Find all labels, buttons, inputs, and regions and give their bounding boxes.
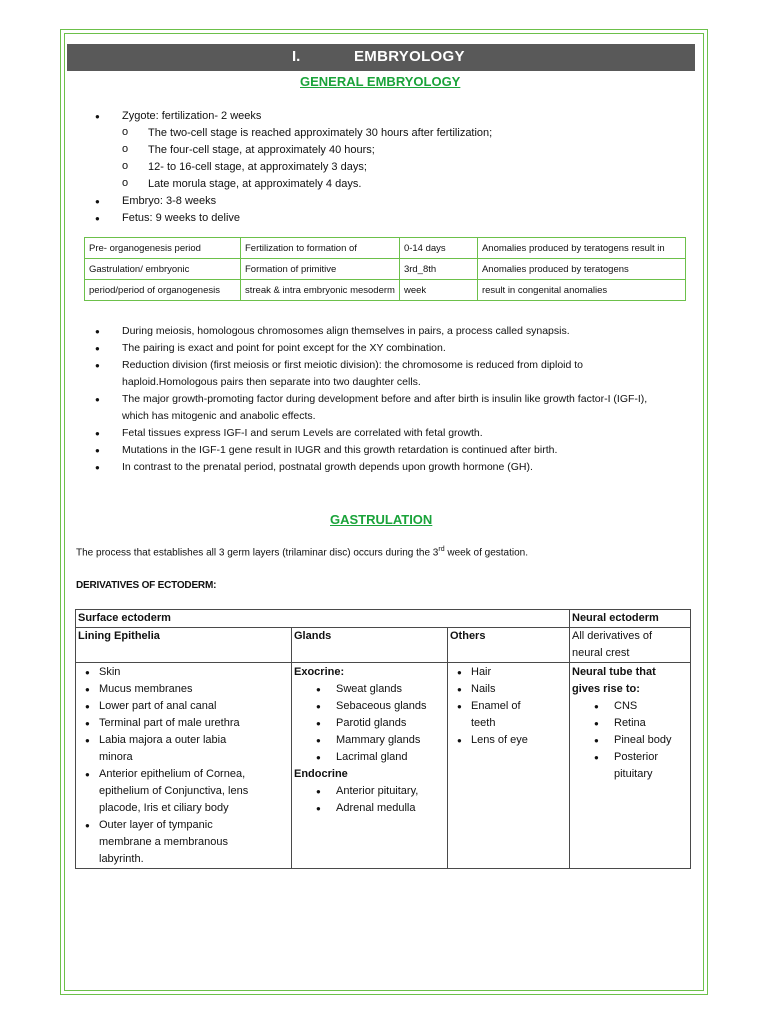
list-item-line: ● Hair bbox=[471, 666, 492, 678]
glands-cell bbox=[292, 663, 448, 869]
list-item-line: ● Skin bbox=[99, 666, 121, 678]
neural-tube-cell bbox=[570, 663, 691, 869]
table-cell: 0-14 days bbox=[399, 238, 477, 259]
list-item-line: ● The major growth-promoting factor during development before and after birth is insulin like growth factor-I (IGF-I), bbox=[122, 393, 648, 405]
derivatives-heading: DERIVATIVES OF ECTODERM: bbox=[76, 580, 217, 591]
list-item: ● Fetus: 9 weeks to delive bbox=[94, 210, 492, 227]
list-item-line: ● Mutations in the IGF-1 gene result in IUGR and this growth retardation is continued after birth. bbox=[122, 444, 558, 456]
ectoderm-table bbox=[75, 609, 691, 869]
list-item-line: which has mitogenic and anabolic effects. bbox=[122, 410, 316, 422]
table-cell: week bbox=[399, 280, 477, 301]
table-row bbox=[76, 663, 691, 869]
list-item-line: haploid.Homologous pairs then separate into two daughter cells. bbox=[122, 376, 421, 388]
list-item bbox=[78, 698, 289, 715]
table-cell: period/period of organogenesis bbox=[85, 280, 241, 301]
list-item: ● Anterior pituitary, bbox=[294, 783, 445, 800]
exocrine-list bbox=[294, 681, 445, 766]
list-item: o Late morula stage, at approximately 4 days. bbox=[94, 176, 492, 193]
table-cell: result in congenital anomalies bbox=[477, 280, 685, 301]
list-item: ● Embryo: 3-8 weeks bbox=[94, 193, 492, 210]
table-cell: Fertilization to formation of bbox=[241, 238, 400, 259]
lining-epithelia-header: Lining Epithelia bbox=[76, 628, 292, 663]
list-item-line: ● In contrast to the prenatal period, postnatal growth depends upon growth hormone (GH). bbox=[122, 461, 533, 473]
list-item bbox=[572, 749, 688, 783]
list-item-line: ● Reduction division (first meiosis or first meiotic division): the chromosome is reduced from diploid to bbox=[122, 359, 584, 371]
list-item: ● Lacrimal gland bbox=[294, 749, 445, 766]
list-item-line: ● Posterior bbox=[614, 751, 659, 763]
list-item bbox=[450, 664, 567, 681]
list-item-line: membrane a membranous bbox=[99, 836, 229, 848]
list-item bbox=[94, 340, 647, 357]
list-item bbox=[94, 425, 647, 442]
gastrulation-text-end: week of gestation. bbox=[444, 547, 528, 559]
list-item: ● Mammary glands bbox=[294, 732, 445, 749]
list-item: o The two-cell stage is reached approximately 30 hours after fertilization; bbox=[94, 125, 492, 142]
list-item-line: pituitary bbox=[614, 768, 653, 780]
list-item-line: placode, Iris et ciliary body bbox=[99, 802, 229, 814]
list-item-line: minora bbox=[99, 751, 133, 763]
gastrulation-text-sup: rd bbox=[438, 546, 445, 553]
list-item bbox=[572, 715, 688, 732]
neural-crest-cell bbox=[570, 628, 691, 663]
list-item-line: ● Enamel of bbox=[471, 700, 521, 712]
list-item: ● Adrenal medulla bbox=[294, 800, 445, 817]
list-item-line: ● Outer layer of tympanic bbox=[99, 819, 213, 831]
table-cell: Anomalies produced by teratogens result in bbox=[477, 238, 685, 259]
neural-ectoderm-header: Neural ectoderm bbox=[570, 610, 691, 628]
list-item-line: ● Nails bbox=[471, 683, 496, 695]
list-item-line: ● Lower part of anal canal bbox=[99, 700, 217, 712]
list-item: ● Sweat glands bbox=[294, 681, 445, 698]
title-bar bbox=[67, 44, 695, 71]
list-item: o The four-cell stage, at approximately 40 hours; bbox=[94, 142, 492, 159]
table-cell: streak & intra embryonic mesoderm bbox=[241, 280, 400, 301]
table-row bbox=[76, 610, 691, 628]
endocrine-list bbox=[294, 783, 445, 817]
table-cell: Anomalies produced by teratogens bbox=[477, 259, 685, 280]
gastrulation-heading: GASTRULATION bbox=[330, 512, 433, 527]
exocrine-label: Exocrine: bbox=[294, 666, 345, 678]
others-list bbox=[450, 664, 567, 749]
endocrine-label: Endocrine bbox=[294, 768, 348, 780]
surface-ectoderm-header: Surface ectoderm bbox=[76, 610, 570, 628]
list-item bbox=[94, 391, 647, 425]
neural-crest-line: neural crest bbox=[572, 647, 630, 659]
table-cell: Gastrulation/ embryonic bbox=[85, 259, 241, 280]
list-item bbox=[78, 664, 289, 681]
list-item bbox=[78, 766, 289, 817]
gastrulation-text-main: The process that establishes all 3 germ layers (trilaminar disc) occurs during the 3 bbox=[76, 547, 439, 559]
list-item-line: ● The pairing is exact and point for point except for the XY combination. bbox=[122, 342, 446, 354]
list-item bbox=[572, 732, 688, 749]
neural-tube-label: Neural tube that bbox=[572, 666, 656, 678]
list-item: ● Zygote: fertilization- 2 weeks bbox=[94, 108, 492, 125]
general-embryology-heading: GENERAL EMBRYOLOGY bbox=[300, 74, 461, 89]
table-cell: 3rd_8th bbox=[399, 259, 477, 280]
facts-list bbox=[94, 323, 647, 476]
section-title: EMBRYOLOGY bbox=[354, 48, 465, 65]
list-item-line: teeth bbox=[471, 717, 496, 729]
list-item-line: ● CNS bbox=[614, 700, 638, 712]
list-item-line: ● Anterior epithelium of Cornea, bbox=[99, 768, 246, 780]
list-item bbox=[572, 698, 688, 715]
neural-crest-line: All derivatives of bbox=[572, 630, 653, 642]
lining-epithelia-cell bbox=[76, 663, 292, 869]
list-item-line: labyrinth. bbox=[99, 853, 144, 865]
list-item bbox=[450, 732, 567, 749]
list-item-line: ● Labia majora a outer labia bbox=[99, 734, 227, 746]
list-item: o 12- to 16-cell stage, at approximately 3 days; bbox=[94, 159, 492, 176]
lining-list bbox=[78, 664, 289, 868]
others-cell bbox=[448, 663, 570, 869]
list-item-line: ● Pineal body bbox=[614, 734, 672, 746]
list-item-line: ● Fetal tissues express IGF-I and serum Levels are correlated with fetal growth. bbox=[122, 427, 483, 439]
table-row bbox=[85, 259, 686, 280]
list-item-line: ● Terminal part of male urethra bbox=[99, 717, 240, 729]
list-item-line: ● Retina bbox=[614, 717, 646, 729]
stages-list bbox=[94, 108, 492, 227]
list-item bbox=[94, 442, 647, 459]
list-item bbox=[78, 817, 289, 868]
list-item bbox=[94, 323, 647, 340]
gastrulation-text bbox=[76, 546, 528, 558]
list-item-line: ● Mucus membranes bbox=[99, 683, 193, 695]
neural-list bbox=[572, 698, 688, 783]
list-item: ● Sebaceous glands bbox=[294, 698, 445, 715]
list-item-line: ● Lens of eye bbox=[471, 734, 528, 746]
table-cell: Formation of primitive bbox=[241, 259, 400, 280]
others-header: Others bbox=[448, 628, 570, 663]
table-row bbox=[76, 628, 691, 663]
list-item bbox=[78, 715, 289, 732]
neural-tube-label: gives rise to: bbox=[572, 683, 640, 695]
list-item: ● Parotid glands bbox=[294, 715, 445, 732]
list-item bbox=[94, 357, 647, 391]
period-table bbox=[84, 237, 686, 301]
list-item bbox=[94, 459, 647, 476]
section-number: I. bbox=[292, 48, 301, 65]
list-item-line: epithelium of Conjunctiva, lens bbox=[99, 785, 249, 797]
table-row bbox=[85, 280, 686, 301]
list-item bbox=[78, 732, 289, 766]
table-cell: Pre- organogenesis period bbox=[85, 238, 241, 259]
list-item-line: ● During meiosis, homologous chromosomes align themselves in pairs, a process called synapsis. bbox=[122, 325, 570, 337]
list-item bbox=[78, 681, 289, 698]
glands-header: Glands bbox=[292, 628, 448, 663]
list-item bbox=[450, 698, 567, 732]
table-row bbox=[85, 238, 686, 259]
list-item bbox=[450, 681, 567, 698]
